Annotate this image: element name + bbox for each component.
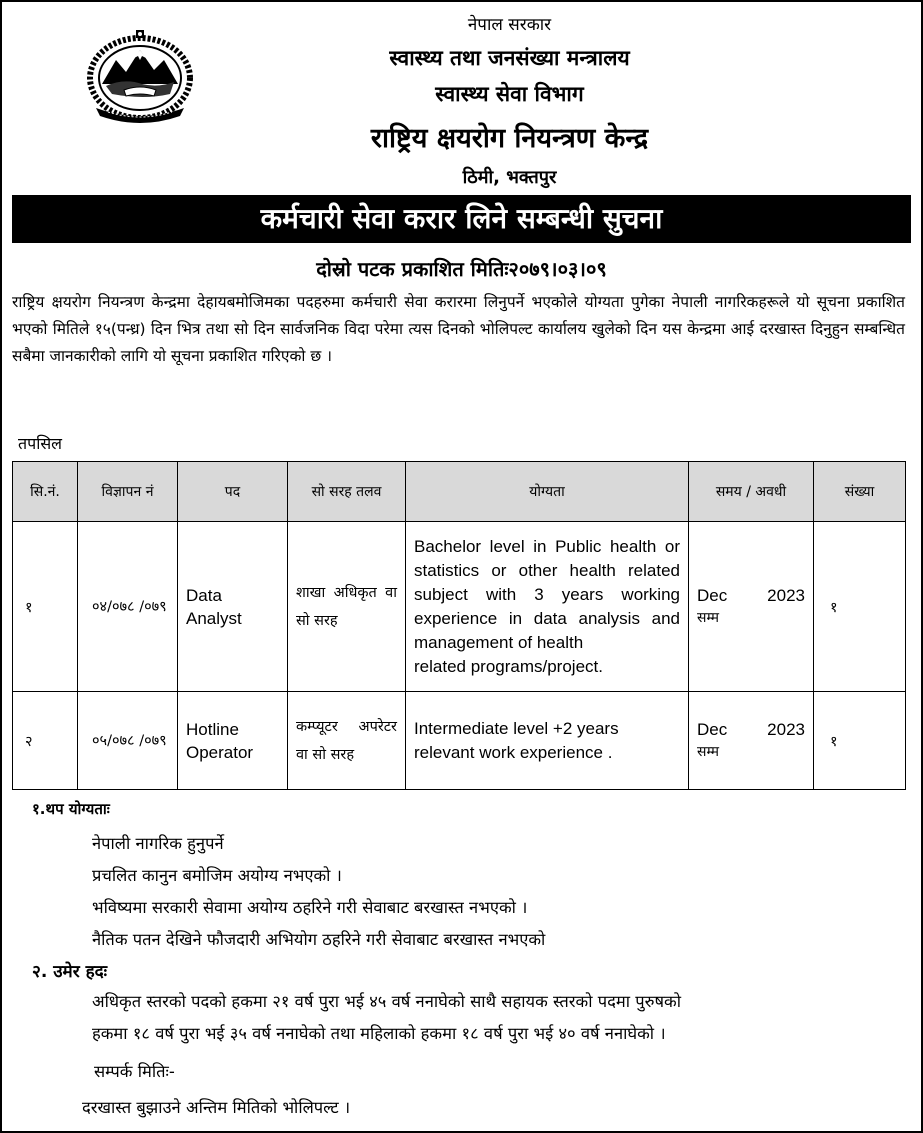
vacancy-table <box>12 461 906 790</box>
duration-year: 2023 <box>767 585 805 605</box>
header-sn: सि.नं. <box>13 462 78 522</box>
duration-month: Dec <box>697 585 728 605</box>
additional-qualification-heading: १.थप योग्यताः <box>32 800 110 818</box>
ministry-name: स्वास्थ्य तथा जनसंख्या मन्त्रालय <box>389 46 630 70</box>
age-limit-line: हकमा १८ वर्ष पुरा भई ३५ वर्ष ननाघेको तथा महिलाको हकमा १८ वर्ष पुरा भई ४० वर्ष ननाघेको । <box>92 1024 666 1043</box>
header-adv-no: विज्ञापन नं <box>78 462 178 522</box>
header-duration: समय / अवधी <box>689 462 814 522</box>
contact-heading: सम्पर्क मितिः- <box>94 1062 175 1081</box>
cell-salary: कम्प्यूटर अपरेटर वा सो सरह <box>288 692 406 790</box>
additional-item: नेपाली नागरिक हुनुपर्ने <box>92 834 224 853</box>
header-count: संख्या <box>814 462 906 522</box>
table-header-row <box>13 462 906 522</box>
department-name: स्वास्थ्य सेवा विभाग <box>435 82 584 106</box>
publish-date-line: दोस्रो पटक प्रकाशित मितिः२०७९।०३।०९ <box>316 257 607 281</box>
cell-duration <box>689 692 814 790</box>
cell-adv-no: ०४/०७८ /०७९ <box>78 522 178 692</box>
cell-sn: २ <box>13 692 78 790</box>
cell-qualification <box>406 692 689 790</box>
table-row <box>13 692 906 790</box>
cell-post: Data Analyst <box>178 522 288 692</box>
nepal-emblem-icon <box>84 26 196 124</box>
additional-item: नैतिक पतन देखिने फौजदारी अभियोग ठहरिने गरी सेवाबाट बरखास्त नभएको <box>92 930 546 949</box>
duration-month: Dec <box>697 719 728 739</box>
cell-salary: शाखा अधिकृत वा सो सरह <box>288 522 406 692</box>
duration-suffix: सम्म <box>697 609 720 626</box>
notice-title-banner: कर्मचारी सेवा करार लिने सम्बन्धी सुचना <box>12 195 911 243</box>
schedule-label: तपसिल <box>18 434 63 453</box>
cell-post: Hotline Operator <box>178 692 288 790</box>
cell-sn: १ <box>13 522 78 692</box>
duration-year: 2023 <box>767 719 805 739</box>
duration-suffix: सम्म <box>697 743 720 760</box>
header-salary: सो सरह तलव <box>288 462 406 522</box>
qualification-text: Intermediate level +2 years <box>414 718 619 738</box>
qualification-text-end: relevant work experience . <box>414 742 613 762</box>
contact-text: दरखास्त बुझाउने अन्तिम मितिको भोलिपल्ट । <box>82 1098 351 1117</box>
header-post: पद <box>178 462 288 522</box>
qualification-text: Bachelor level in Public health or statistics or other health related subject with 3 years working experience in data analysis and management of health <box>414 536 680 652</box>
cell-count: १ <box>814 692 906 790</box>
header-qualification: योग्यता <box>406 462 689 522</box>
cell-duration <box>689 522 814 692</box>
intro-paragraph: राष्ट्रिय क्षयरोग नियन्त्रण केन्द्रमा देहायबमोजिमका पदहरुमा कर्मचारी सेवा करारमा लिनुपर्ने भएकोले योग्यता पुगेका नेपाली नागरिकहरूले यो सूचना प्रकाशित भएको मितिले १५(पन्ध्र) दिन भित्र तथा सो दिन सार्वजनिक विदा परेमा त्यस दिनको भोलिपल्ट कार्यालय खुलेको दिन यस केन्द्रमा आई दरखास्त दिनुहुन सम्बन्धित सबैमा जानकारीको लागि यो सूचना प्रकाशित गरिएको छ । <box>12 293 905 365</box>
additional-item: प्रचलित कानुन बमोजिम अयोग्य नभएको । <box>92 866 342 885</box>
qualification-text-end: related programs/project. <box>414 656 603 676</box>
additional-item: भविष्यमा सरकारी सेवामा अयोग्य ठहरिने गरी सेवाबाट बरखास्त नभएको । <box>92 898 528 917</box>
government-name: नेपाल सरकार <box>467 15 552 35</box>
age-limit-line: अधिकृत स्तरको पदको हकमा २१ वर्ष पुरा भई ४५ वर्ष ननाघेको साथै सहायक स्तरको पदमा पुरुषको <box>92 992 681 1011</box>
cell-qualification <box>406 522 689 692</box>
table-row <box>13 522 906 692</box>
center-location: ठिमी, भक्तपुर <box>462 167 557 188</box>
age-limit-heading: २. उमेर हदः <box>32 962 108 982</box>
cell-count: १ <box>814 522 906 692</box>
cell-adv-no: ०५/०७८ /०७९ <box>78 692 178 790</box>
center-name: राष्ट्रिय क्षयरोग नियन्त्रण केन्द्र <box>370 123 649 154</box>
